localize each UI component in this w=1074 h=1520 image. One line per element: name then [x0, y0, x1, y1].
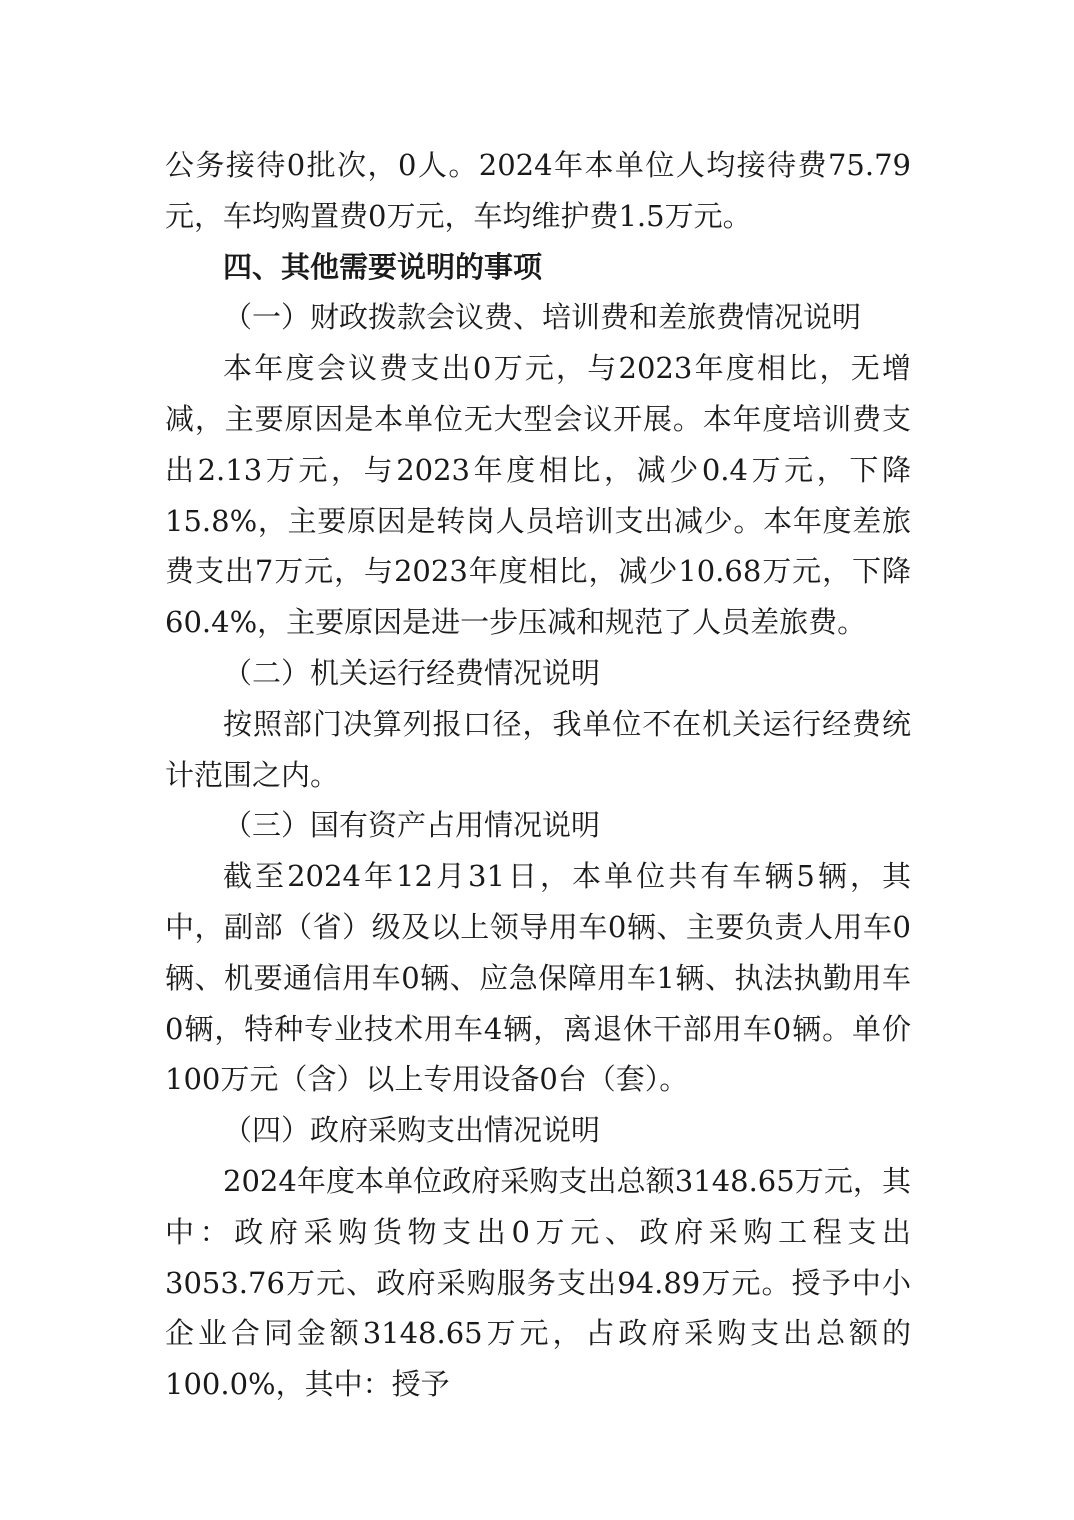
section-heading-other-matters: 四、其他需要说明的事项: [223, 249, 543, 284]
paragraph-reception-summary: 公务接待0批次，0人。2024年本单位人均接待费75.79元，车均购置费0万元，车均维护费1.5万元。: [165, 148, 911, 233]
paragraph-state-assets: 截至2024年12月31日，本单位共有车辆5辆，其中，副部（省）级及以上领导用车0辆、主要负责人用车0辆、机要通信用车0辆、应急保障用车1辆、执法执勤用车0辆，特种专业技术用车4辆，离退休干部用车0辆。单价100万元（含）以上专用设备0台（套）。: [165, 859, 911, 1097]
paragraph-meeting-training-travel: 本年度会议费支出0万元，与2023年度相比，无增减，主要原因是本单位无大型会议开展。本年度培训费支出2.13万元，与2023年度相比，减少0.4万元，下降15.8%，主要原因是转岗人员培训支出减少。本年度差旅费支出7万元，与2023年度相比，减少10.68万元，下降60.4%，主要原因是进一步压减和规范了人员差旅费。: [165, 351, 911, 640]
document-page: [165, 140, 911, 1410]
paragraph-government-procurement: 2024年度本单位政府采购支出总额3148.65万元，其中：政府采购货物支出0万元、政府采购工程支出3053.76万元、政府采购服务支出94.89万元。授予中小企业合同金额3148.65万元，占政府采购支出总额的100.0%，其中：授予: [165, 1163, 911, 1402]
subheading-state-assets: （三）国有资产占用情况说明: [223, 808, 601, 843]
subheading-operating-expenses: （二）机关运行经费情况说明: [223, 655, 601, 690]
paragraph-operating-expenses: 按照部门决算列报口径，我单位不在机关运行经费统计范围之内。: [165, 706, 911, 792]
subheading-government-procurement: （四）政府采购支出情况说明: [223, 1113, 601, 1148]
subheading-meeting-training-travel: （一）财政拨款会议费、培训费和差旅费情况说明: [223, 300, 862, 335]
